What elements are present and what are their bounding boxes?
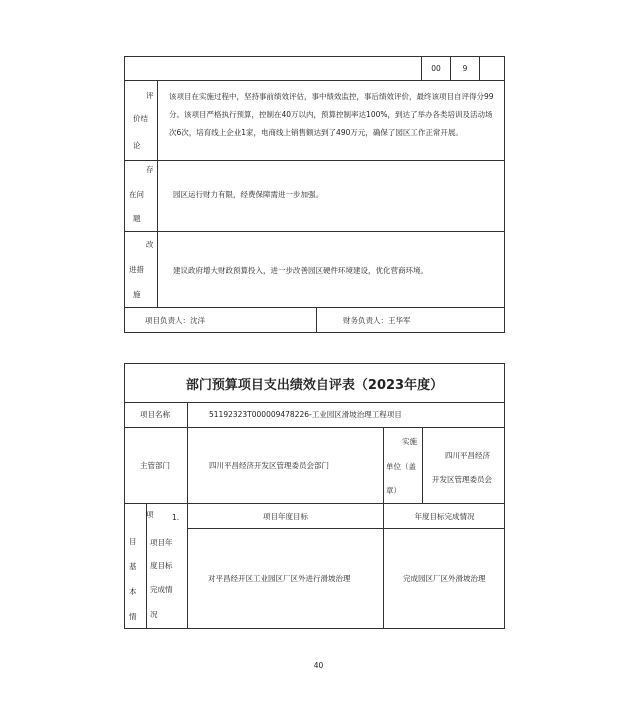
evaluation-label-3: 论 [133,141,141,150]
col-divider [383,427,384,629]
impl-unit-label-3: 章） [386,486,401,495]
evaluation-label-2: 价结 [133,114,148,123]
row-divider [124,307,505,308]
col-divider [316,307,317,333]
dept-value: 四川平昌经济开发区管理委员会部门 [209,461,329,470]
item-label-line-2: 度目标 [150,561,173,570]
row-divider [124,80,505,81]
impl-unit-value-2: 开发区管理委员会 [432,475,492,484]
suggestions-label-3: 施 [133,290,141,299]
project-name-label: 项目名称 [140,410,170,419]
completion-text: 完成园区厂区外滑坡治理 [403,574,486,583]
row-divider [187,528,505,529]
col-divider [479,56,480,80]
score-cell-2: 9 [462,64,468,73]
suggestions-label-1: 改 [146,240,154,249]
issues-label-2: 在问 [129,190,144,199]
suggestions-label-2: 进措 [129,265,144,274]
issues-label-1: 存 [146,165,154,174]
col-header-goal-completion: 年度目标完成情况 [414,512,475,521]
impl-unit-value-1: 四川平昌经济 [445,451,490,460]
item-label-line-1: 项目年 [150,538,173,547]
page-number: 40 [313,661,324,670]
col-divider [157,80,158,307]
row-divider [124,160,505,161]
item-number: 1. [172,513,180,522]
impl-unit-label-1: 实施 [402,437,417,446]
issues-text: 园区运行财力有限，经费保障需进一步加强。 [173,190,323,199]
table-title: 部门预算项目支出绩效自评表（2023年度） [185,378,444,393]
project-leader: 项目负责人：沈洋 [145,316,205,325]
row-divider [124,231,505,232]
basic-info-char-5: 情 [129,612,137,621]
col-divider [146,503,147,629]
col-header-annual-goal: 项目年度目标 [263,512,308,521]
row-divider [124,402,505,403]
suggestions-text: 建议政府增大财政预算投入，进一步改善园区硬件环境建设，优化营商环境。 [173,266,428,275]
row-divider [124,427,505,428]
item-label-line-3: 完成情 [150,585,173,594]
project-name-value: 51192323T000009478226-工业园区滑坡治理工程项目 [209,410,402,419]
item-label-line-4: 况 [150,610,158,619]
issues-label-3: 题 [133,214,141,223]
basic-info-char-1: 项 [146,510,154,519]
finance-leader: 财务负责人：王华军 [343,316,411,325]
dept-label: 主管部门 [140,461,170,470]
basic-info-char-4: 本 [129,587,137,596]
evaluation-label-1: 评 [146,91,154,100]
basic-info-char-2: 目 [129,537,137,546]
basic-info-char-3: 基 [129,562,137,571]
goal-text: 对平昌经开区工业园区厂区外进行滑坡治理 [208,574,351,583]
row-divider [124,503,505,504]
col-divider [422,427,423,503]
score-cell-1: 00 [431,64,441,73]
impl-unit-label-2: 单位（盖 [386,462,416,471]
evaluation-text: 该项目在实施过程中，坚持事前绩效评估，事中绩效监控，事后绩效评价，最终该项目自评得分99分。该项目严格执行预算，控制在40万以内，预算控制率达100%，到达了举办各类培训及活动场次6次，培育线上企业1家，电商线上销售额达到了490万元，确保了园区工作正常开展。 [169,92,494,137]
